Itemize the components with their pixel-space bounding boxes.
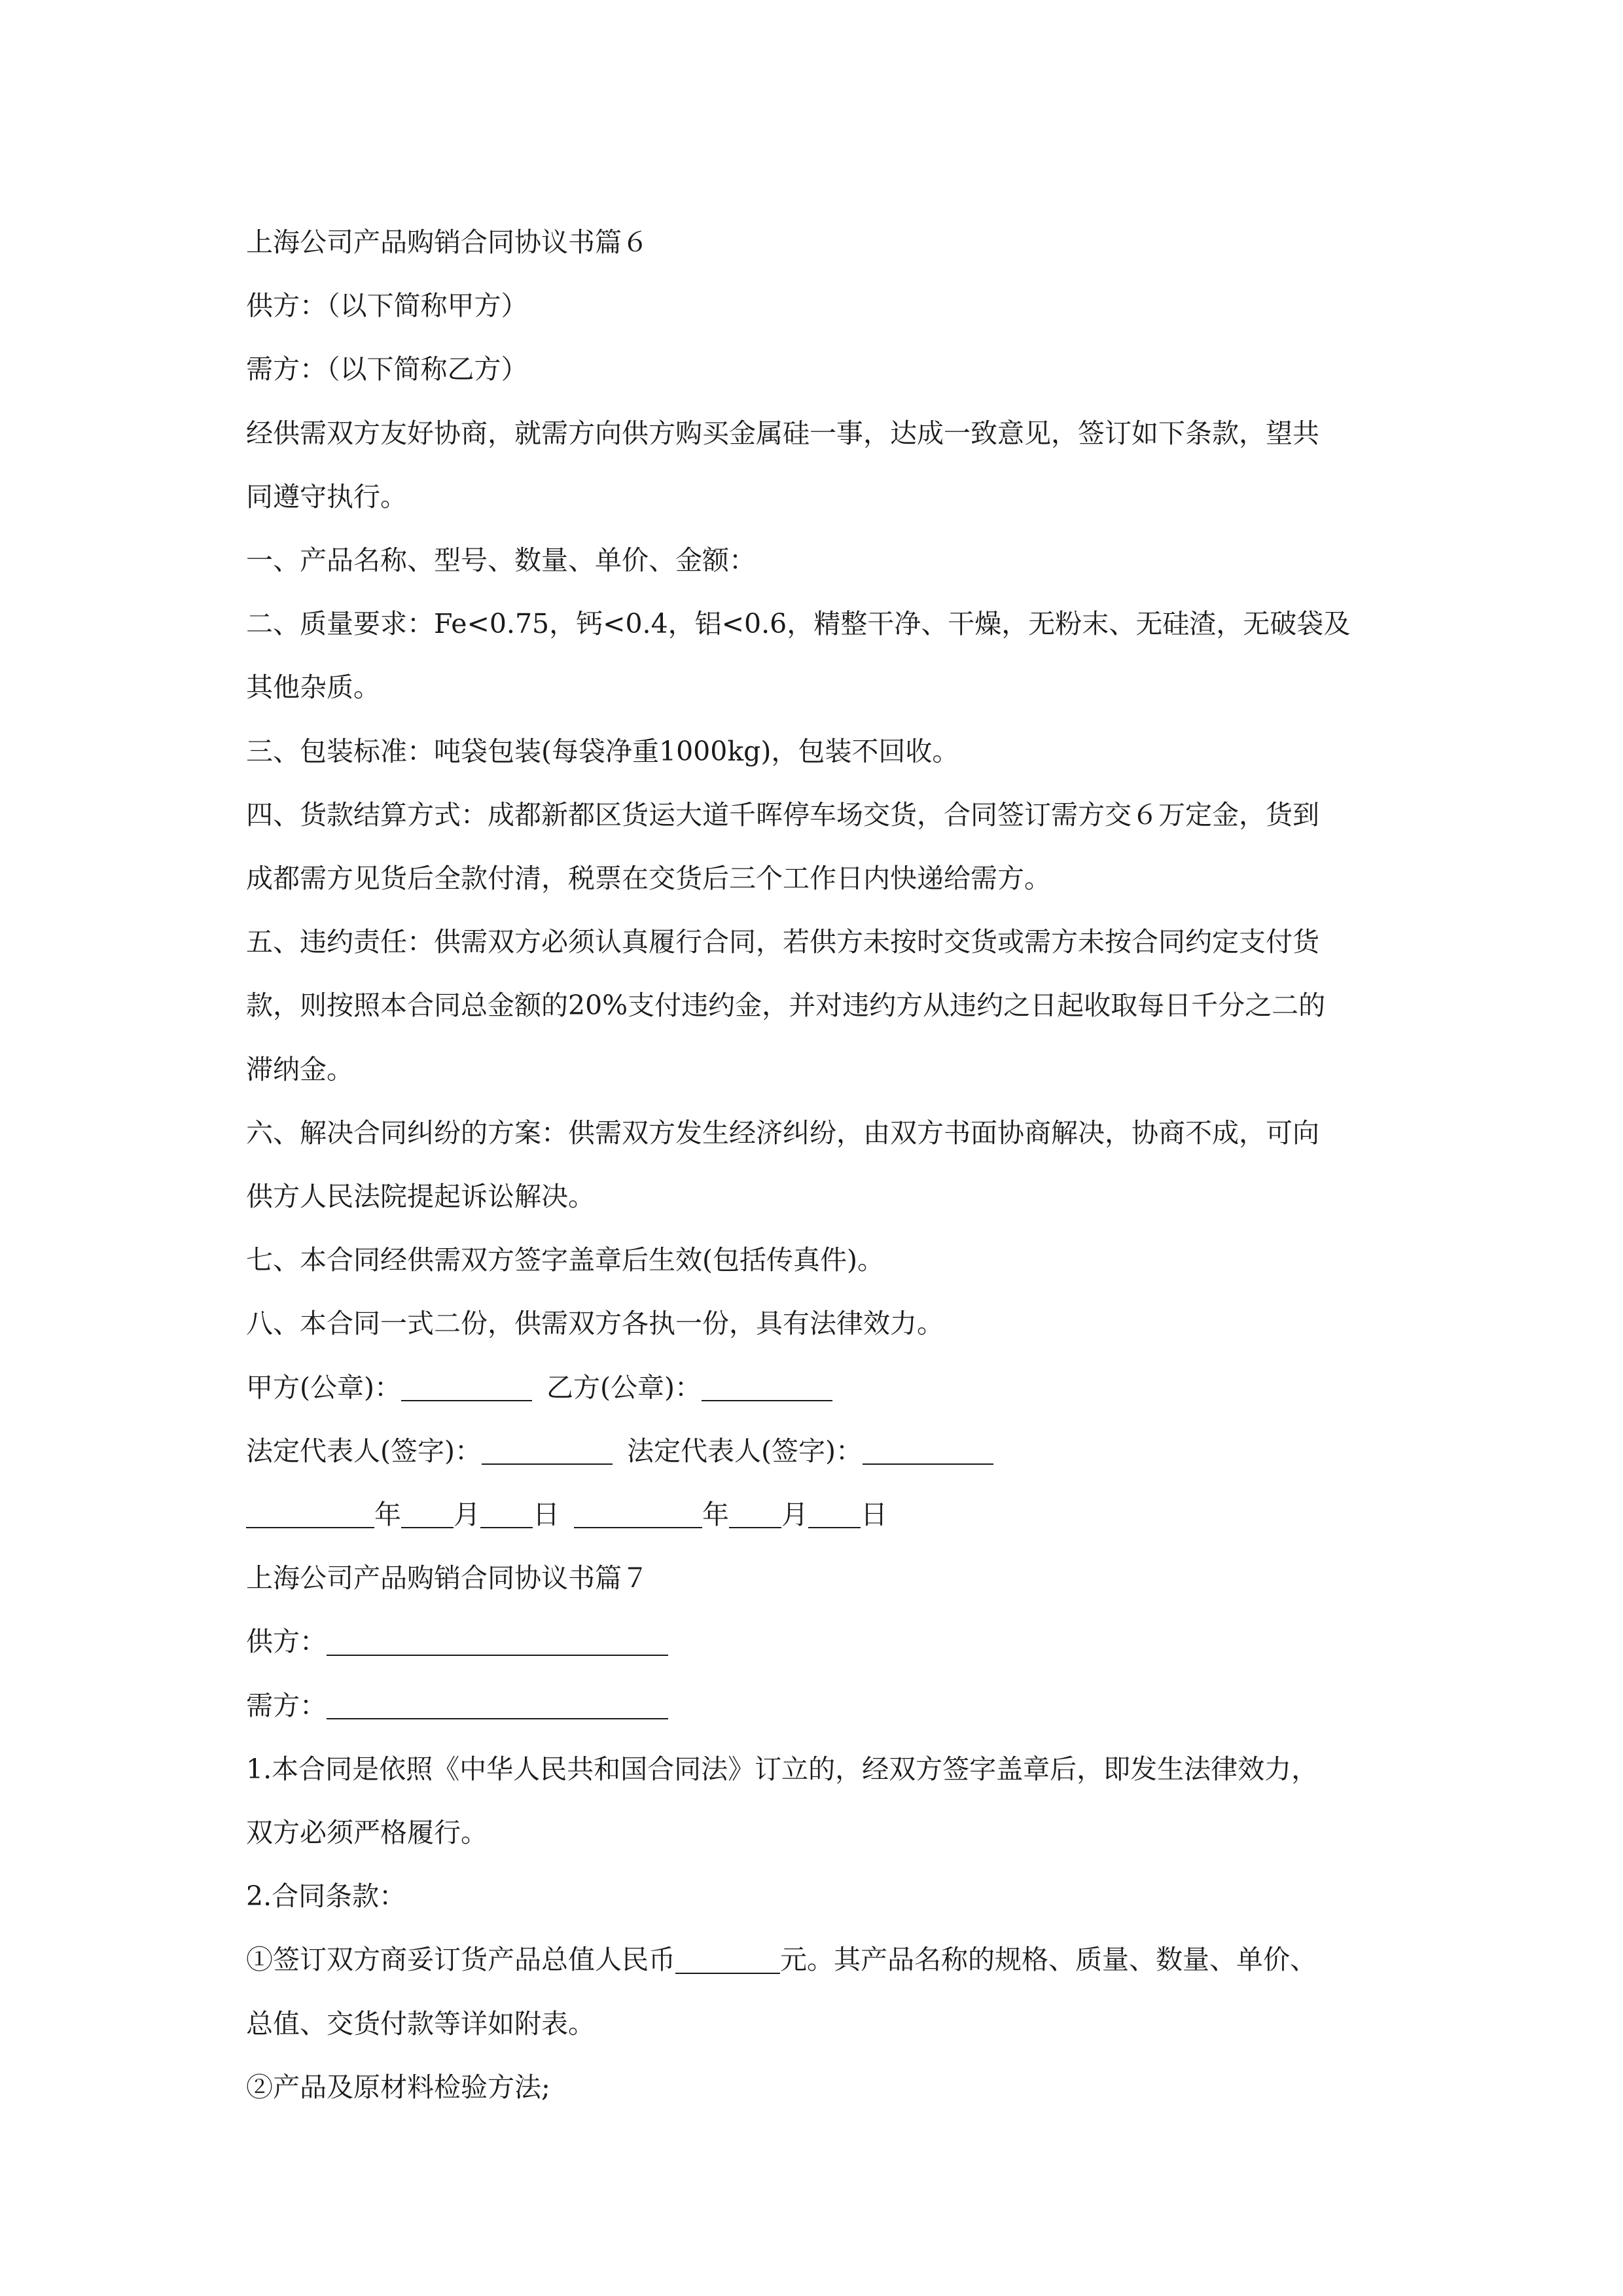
item-terms-heading: 2.合同条款： [246,1880,406,1912]
clause-dispute: 六、解决合同纠纷的方案：供需双方发生经济纠纷，由双方书面协商解决，协商不成，可向 [246,1117,1319,1149]
clause-quality: 其他杂质。 [246,672,380,704]
intro-paragraph: 同遵守执行。 [246,480,407,512]
sub-item-total-value [246,1928,1399,1992]
seal-label-b: 乙方(公章)： [546,1371,702,1403]
intro-paragraph: 经供需双方友好协商，就需方向供方购买金属硅一事，达成一致意见，签订如下条款，望共 [246,417,1319,449]
sub-item-text: 元。其产品名称的规格、质量、数量、单价、 [780,1944,1317,1976]
item-legal-basis: 双方必须严格履行。 [246,1817,488,1849]
representative-line [246,1420,1399,1483]
year-label: 年 [374,1499,401,1531]
rep-label-a: 法定代表人(签字)： [246,1435,482,1467]
day-blank[interactable] [808,1500,861,1528]
rep-blank-a[interactable] [482,1437,613,1465]
buyer-label: 需方： [246,1689,327,1721]
buyer-blank[interactable] [327,1691,668,1719]
seal-label-a: 甲方(公章)： [246,1371,401,1403]
day-label: 日 [861,1499,887,1531]
supplier-label: 供方： [246,1626,327,1658]
sub-item-total-value: 总值、交货付款等详如附表。 [246,2007,595,2039]
section-title: 上海公司产品购销合同协议书篇６ [246,226,649,258]
clause-quality: 二、质量要求：Fe<0.75，钙<0.4，铝<0.6，精整干净、干燥，无粉末、无硅渣，无破袋及 [246,608,1351,640]
clause-copies: 八、本合同一式二份，供需双方各执一份，具有法律效力。 [246,1308,944,1340]
clause-dispute: 供方人民法院提起诉讼解决。 [246,1181,595,1213]
clause-payment: 成都需方见货后全款付清，税票在交货后三个工作日内快递给需方。 [246,863,1051,895]
clause-packaging: 三、包装标准：吨袋包装(每袋净重1000kg)，包装不回收。 [246,735,959,767]
section-title: 上海公司产品购销合同协议书篇７ [246,1562,649,1594]
month-label: 月 [781,1499,808,1531]
day-label: 日 [533,1499,560,1531]
month-blank[interactable] [401,1500,454,1528]
item-legal-basis: 1.本合同是依照《中华人民共和国合同法》订立的，经双方签字盖章后，即发生法律效力， [246,1753,1319,1785]
clause-liability: 滞纳金。 [246,1053,353,1085]
rep-label-b: 法定代表人(签字)： [627,1435,863,1467]
sub-item-text: ①签订双方商妥订货产品总值人民币 [246,1944,675,1976]
clause-product: 一、产品名称、型号、数量、单价、金额： [246,545,756,577]
amount-blank[interactable] [675,1946,780,1974]
clause-liability: 五、违约责任：供需双方必须认真履行合同，若供方未按时交货或需方未按合同约定支付货 [246,926,1319,958]
day-blank[interactable] [480,1500,533,1528]
clause-payment: 四、货款结算方式：成都新都区货运大道千晖停车场交货，合同签订需方交６万定金，货到 [246,798,1319,831]
supplier-blank[interactable] [327,1628,668,1656]
sub-item-inspection: ②产品及原材料检验方法; [246,2071,550,2103]
clause-liability: 款，则按照本合同总金额的20%支付违约金，并对违约方从违约之日起收取每日千分之二的 [246,990,1326,1022]
date-line [246,1483,1399,1547]
rep-blank-b[interactable] [863,1437,993,1465]
supplier-line: 供方：（以下简称甲方） [246,290,528,322]
year-blank[interactable] [246,1500,374,1528]
clause-effective: 七、本合同经供需双方签字盖章后生效(包括传真件)。 [246,1244,884,1276]
seal-blank-b[interactable] [702,1373,832,1401]
supplier-line [246,1610,1399,1674]
month-blank[interactable] [729,1500,781,1528]
year-blank[interactable] [574,1500,702,1528]
seal-blank-a[interactable] [401,1373,532,1401]
document-body [246,211,1399,2119]
seal-line [246,1356,1399,1420]
year-label: 年 [702,1499,729,1531]
buyer-line [246,1674,1399,1738]
buyer-line: 需方：（以下简称乙方） [246,353,528,386]
month-label: 月 [454,1499,480,1531]
